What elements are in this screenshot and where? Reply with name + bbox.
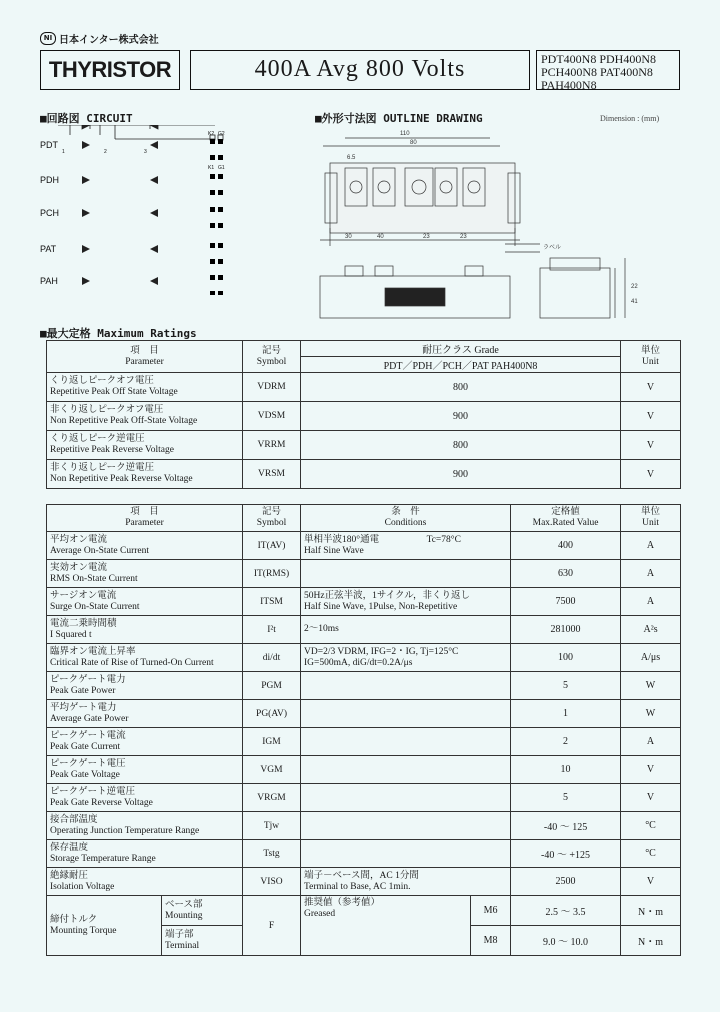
param-en: Non Repetitive Peak Off-State Voltage [50, 416, 198, 426]
value: 2.5 ～ 3.5 [511, 896, 621, 926]
dim-pitch: 80 [410, 140, 417, 146]
param-jp: くり返しピークオフ電圧 [50, 376, 154, 386]
table-row [47, 644, 681, 672]
screw-size: M8 [471, 926, 511, 956]
value: 630 [511, 560, 621, 588]
value: 5 [511, 784, 621, 812]
dimension-unit: Dimension : (mm) [600, 114, 660, 123]
header-symbol-jp: 記号 [262, 507, 282, 517]
terminal-label: K1 [208, 165, 215, 171]
value: 1 [511, 700, 621, 728]
param-en: RMS On-State Current [50, 573, 138, 584]
param-jp: ピークゲート逆電圧 [50, 786, 136, 797]
header-unit-en: Unit [642, 356, 659, 367]
param-en: Operating Junction Temperature Range [50, 825, 200, 836]
param-jp: ピークゲート電力 [50, 674, 126, 685]
param-jp: 実効オン電流 [50, 562, 108, 573]
table-row [47, 756, 681, 784]
unit: V [621, 402, 681, 431]
symbol: VGM [243, 756, 301, 784]
unit: V [621, 373, 681, 402]
symbol: IGM [243, 728, 301, 756]
param-en: Isolation Voltage [50, 881, 115, 892]
table-row [47, 560, 681, 588]
company-logo [40, 31, 159, 46]
value: -40 ～ 125 [511, 812, 621, 840]
dim-seg: 40 [377, 234, 384, 240]
symbol: VRSM [243, 460, 301, 489]
title-bar [40, 50, 680, 92]
dim-seg: 23 [460, 234, 467, 240]
circuit-label: PAT [40, 244, 57, 254]
param-en: Peak Gate Voltage [50, 769, 120, 780]
circuit-pdt [58, 139, 223, 160]
circuit-pch [58, 207, 223, 228]
circuit-diagrams [40, 125, 240, 295]
value: 800 [301, 431, 621, 460]
table-row [47, 460, 681, 489]
param-en: Non Repetitive Peak Reverse Voltage [50, 474, 193, 484]
header-grade: 耐圧クラス Grade [301, 341, 621, 357]
circuit-pdh [58, 174, 223, 195]
header-unit-jp: 単位 [640, 345, 660, 356]
value: 7500 [511, 588, 621, 616]
param-jp: 締付トルク [50, 914, 98, 925]
unit: V [621, 784, 681, 812]
param-en: Repetitive Peak Off State Voltage [50, 387, 178, 397]
header-cond-jp: 条 件 [391, 507, 420, 517]
circuit-label: PAH [40, 276, 58, 286]
torque-part-en: Terminal [165, 940, 200, 951]
symbol: VRGM [243, 784, 301, 812]
torque-row-mounting [47, 896, 681, 926]
unit: A [621, 728, 681, 756]
voltage-ratings-table [46, 340, 681, 489]
symbol: F [243, 896, 301, 956]
header-symbol-en: Symbol [256, 356, 287, 367]
symbol: VISO [243, 868, 301, 896]
header-value-en: Max.Rated Value [532, 518, 599, 528]
table-row [47, 373, 681, 402]
value: 2 [511, 728, 621, 756]
param-en: Mounting Torque [50, 925, 117, 936]
param-en: Average Gate Power [50, 713, 129, 724]
header-value-jp: 定格値 [551, 507, 580, 517]
screw-size: M6 [471, 896, 511, 926]
circuit-section-title: ■回路図 CIRCUIT [40, 112, 133, 125]
max-ratings-title: ■最大定格 Maximum Ratings [40, 327, 197, 340]
param-en: Critical Rate of Rise of Turned-On Current [50, 657, 214, 668]
dim-right: 41 [631, 299, 638, 305]
electrical-ratings-table [46, 504, 681, 956]
rating-summary: 400A Avg 800 Volts [190, 50, 530, 90]
param-en: Storage Temperature Range [50, 853, 156, 864]
symbol: PG(AV) [243, 700, 301, 728]
table-row [47, 840, 681, 868]
param-jp: 平均ゲート電力 [50, 702, 117, 713]
unit: N・m [621, 896, 681, 926]
unit: A [621, 588, 681, 616]
param-jp: 非くり返しピークオフ電圧 [50, 405, 164, 415]
symbol: VRRM [243, 431, 301, 460]
terminal-label: K2 [208, 131, 215, 137]
unit: A²s [621, 616, 681, 644]
param-jp: 非くり返しピーク逆電圧 [50, 463, 155, 473]
condition: 2～10ms [304, 624, 339, 634]
unit: °C [621, 812, 681, 840]
terminal-label: G1 [218, 165, 225, 171]
circuit-label: PDT [40, 140, 58, 150]
param-jp: 保存温度 [50, 842, 89, 853]
unit: A [621, 560, 681, 588]
condition: 単相半波180°通電 Tc=78°C [304, 534, 461, 545]
value: 900 [301, 460, 621, 489]
condition: 推奨値（参考値） [304, 898, 381, 908]
header-param-jp: 項 目 [130, 345, 159, 356]
unit: V [621, 756, 681, 784]
circuit-label: PCH [40, 208, 60, 218]
unit: °C [621, 840, 681, 868]
symbol: PGM [243, 672, 301, 700]
module-top-view [330, 163, 515, 233]
logo-mark: NI [40, 32, 56, 45]
outline-section-title: ■外形寸法図 OUTLINE DRAWING [315, 112, 483, 125]
circuit-pah [58, 275, 223, 295]
param-jp: ピークゲート電流 [50, 730, 126, 741]
table-row [47, 402, 681, 431]
table-row [47, 812, 681, 840]
table-row [47, 784, 681, 812]
terminal-number: 2 [104, 149, 107, 155]
value: 2500 [511, 868, 621, 896]
value: 100 [511, 644, 621, 672]
terminal-number: 3 [144, 149, 147, 155]
param-en: Average On-State Current [50, 545, 150, 556]
header-param-en: Parameter [125, 356, 164, 367]
value: 800 [301, 373, 621, 402]
header-param-en: Parameter [125, 518, 164, 528]
dim-right: 22 [631, 284, 638, 290]
table-row [47, 868, 681, 896]
header-symbol-jp: 記号 [261, 345, 281, 356]
header-symbol-en: Symbol [256, 518, 287, 528]
param-en: Repetitive Peak Reverse Voltage [50, 445, 174, 455]
model-line: PDT400N8 PDH400N8 [541, 52, 657, 66]
condition: Terminal to Base, AC 1min. [304, 881, 411, 892]
unit: W [621, 700, 681, 728]
value: 9.0 ～ 10.0 [511, 926, 621, 956]
header-unit-jp: 単位 [641, 507, 661, 517]
param-jp: 平均オン電流 [50, 534, 108, 545]
dim-overall: 110 [400, 131, 410, 137]
circuit-label: PDH [40, 175, 60, 185]
value: 400 [511, 532, 621, 560]
circuit-pat [58, 243, 223, 264]
symbol: Tjw [243, 812, 301, 840]
unit: V [621, 460, 681, 489]
param-en: I Squared t [50, 629, 92, 640]
model-line: PCH400N8 PAT400N8 [541, 65, 653, 79]
symbol: VDSM [243, 402, 301, 431]
table-row [47, 728, 681, 756]
company-name: 日本インター株式会社 [59, 35, 159, 46]
unit: V [621, 431, 681, 460]
symbol: VDRM [243, 373, 301, 402]
table-row [47, 532, 681, 560]
value: 281000 [511, 616, 621, 644]
param-jp: 電流二乗時間積 [50, 618, 117, 629]
param-jp: くり返しピーク逆電圧 [50, 434, 145, 444]
product-type: THYRISTOR [40, 50, 180, 90]
table-row [47, 672, 681, 700]
value: 900 [301, 402, 621, 431]
symbol: di/dt [243, 644, 301, 672]
header-cond-en: Conditions [384, 518, 427, 528]
table-row [47, 700, 681, 728]
value: 10 [511, 756, 621, 784]
label-note: ラベル [543, 245, 562, 251]
symbol: Tstg [243, 840, 301, 868]
condition: Greased [304, 909, 336, 919]
torque-part-jp: 端子部 [165, 929, 194, 940]
param-en: Surge On-State Current [50, 601, 140, 612]
torque-part-en: Mounting [165, 910, 203, 921]
condition: VD=2/3 VDRM, IFG=2・IG, Tj=125°C [304, 646, 459, 657]
dim-hole: 6.5 [347, 155, 356, 161]
unit: A/μs [621, 644, 681, 672]
dim-seg: 30 [345, 234, 352, 240]
param-en: Peak Gate Power [50, 685, 116, 696]
condition: 50Hz正弦半波，1サイクル，非くり返し [304, 590, 470, 601]
symbol: ITSM [243, 588, 301, 616]
value: -40 ～ +125 [511, 840, 621, 868]
module-end-view [540, 268, 610, 318]
param-jp: 接合部温度 [50, 814, 98, 825]
table-header-row [47, 341, 681, 357]
symbol: I²t [243, 616, 301, 644]
condition: Half Sine Wave, 1Pulse, Non-Repetitive [304, 601, 458, 612]
table-header-row [47, 505, 681, 532]
param-jp: ピークゲート電圧 [50, 758, 126, 769]
condition: Half Sine Wave [304, 545, 364, 556]
unit: V [621, 868, 681, 896]
terminal-label: G2 [218, 131, 225, 137]
model-list [536, 50, 680, 90]
table-row [47, 588, 681, 616]
param-jp: 臨界オン電流上昇率 [50, 646, 136, 657]
condition: IG=500mA, diG/dt=0.2A/μs [304, 657, 413, 668]
header-unit-en: Unit [642, 518, 659, 528]
model-line: PAH400N8 [541, 78, 597, 92]
unit: W [621, 672, 681, 700]
dim-seg: 23 [423, 234, 430, 240]
symbol: IT(RMS) [243, 560, 301, 588]
unit: A [621, 532, 681, 560]
unit: N・m [621, 926, 681, 956]
outline-drawing [315, 128, 695, 324]
value: 5 [511, 672, 621, 700]
param-jp: サージオン電流 [50, 590, 117, 601]
table-row [47, 431, 681, 460]
param-jp: 絶縁耐圧 [50, 870, 89, 881]
param-en: Peak Gate Reverse Voltage [50, 797, 153, 808]
table-row [47, 616, 681, 644]
symbol: IT(AV) [243, 532, 301, 560]
header-grade-models: PDT／PDH／PCH／PAT PAH400N8 [301, 357, 621, 373]
header-param-jp: 項 目 [130, 507, 159, 517]
condition: 端子－ベース間，AC 1分間 [304, 870, 419, 881]
terminal-number: 1 [62, 149, 65, 155]
param-en: Peak Gate Current [50, 741, 121, 752]
torque-part-jp: ベース部 [165, 899, 203, 910]
